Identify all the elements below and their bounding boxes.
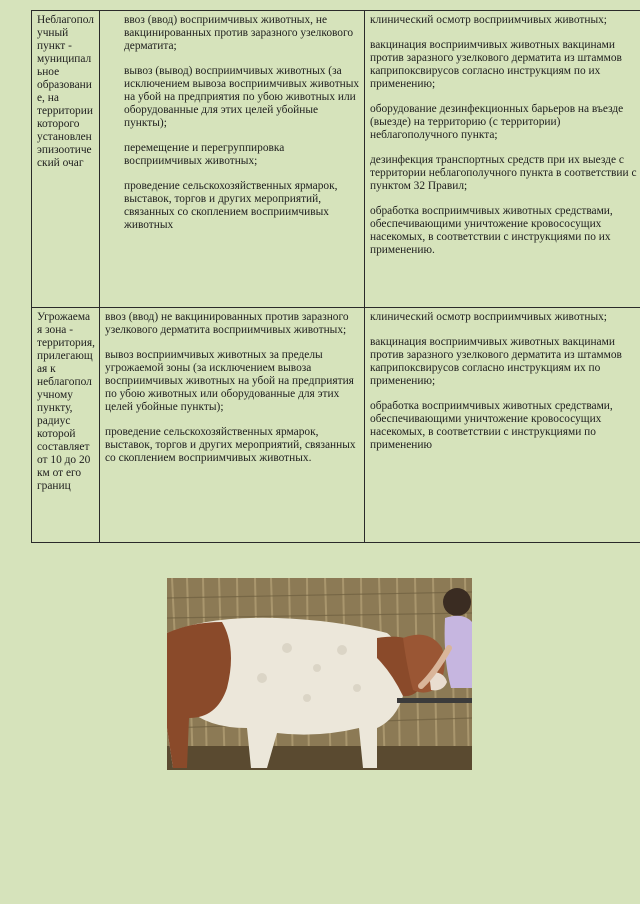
measures-cell [365,308,640,543]
list-item: обработка восприимчивых животных средствами, обеспечивающими уничтожение кровососущих насекомых, в соответствии с инструкциями по их применению. [370,205,613,256]
cow-inspection-photo [167,578,472,770]
list-item: перемещение и перегруппировка восприимчивых животных; [124,142,285,167]
table-row [32,11,640,308]
list-item: клинический осмотр восприимчивых животных; [370,14,607,26]
measures-list [370,14,640,257]
table-row [32,308,640,543]
restrictions-list [105,311,360,465]
list-item: обработка восприимчивых животных средствами, обеспечивающими уничтожение кровососущих насекомых, в соответствии с инструкциями по применению [370,400,613,451]
list-item: проведение сельскохозяйственных ярмарок, выставок, торгов и других мероприятий, связанных со скоплением восприимчивых животных [124,180,338,231]
list-item: вывоз (вывод) восприимчивых животных (за исключением вывоза восприимчивых животных на убой на предприятия по убою животных или оборудованные для этих целей убойные пункты); [124,65,360,129]
restrictions-list [124,14,360,232]
list-item: ввоз (ввод) восприимчивых животных, не вакцинированных против заразного узелкового дерматита; [124,14,354,52]
list-item: вакцинация восприимчивых животных вакцинами против заразного узелкового дерматита из штаммов каприпоксвирусов согласно инструкциям их по применению; [370,336,622,387]
restrictions-cell [100,308,365,543]
list-item: оборудование дезинфекционных барьеров на въезде (выезде) на территорию (с территории) неблагополучного пункта; [370,103,624,141]
list-item: ввоз (ввод) не вакцинированных против заразного узелкового дерматита восприимчивых животных; [105,311,349,336]
list-item: вывоз восприимчивых животных за пределы угрожаемой зоны (за исключением вывоза восприимчивых животных на убой на предприятия по убою животных или оборудованные для этих целей убойные пункты); [105,349,354,413]
list-item: проведение сельскохозяйственных ярмарок, выставок, торгов и других мероприятий, связанных со скоплением восприимчивых животных. [105,426,356,464]
restrictions-cell [100,11,365,308]
zone-cell: Угрожаемая зона - территория, прилегающая к неблагополучному пункту, радиус которой составляет от 10 до 20 км от его границ [32,308,100,543]
person-head [443,588,471,616]
list-item: вакцинация восприимчивых животных вакцинами против заразного узелкового дерматита из штаммов каприпоксвирусов согласно инструкциям по их применению; [370,39,622,90]
quarantine-measures-table [31,10,640,543]
list-item: дезинфекция транспортных средств при их выезде с территории неблагополучного пункта в соответствии с пунктом 32 Правил; [370,154,637,192]
ground [167,746,472,770]
zone-cell: Неблагополучный пункт - муниципальное образование, на территории которого установлен эпизоотический очаг [32,11,100,308]
list-item: клинический осмотр восприимчивых животных; [370,311,607,323]
measures-list [370,311,640,452]
rail [397,698,472,703]
photo-illustration [167,578,472,770]
measures-cell [365,11,640,308]
